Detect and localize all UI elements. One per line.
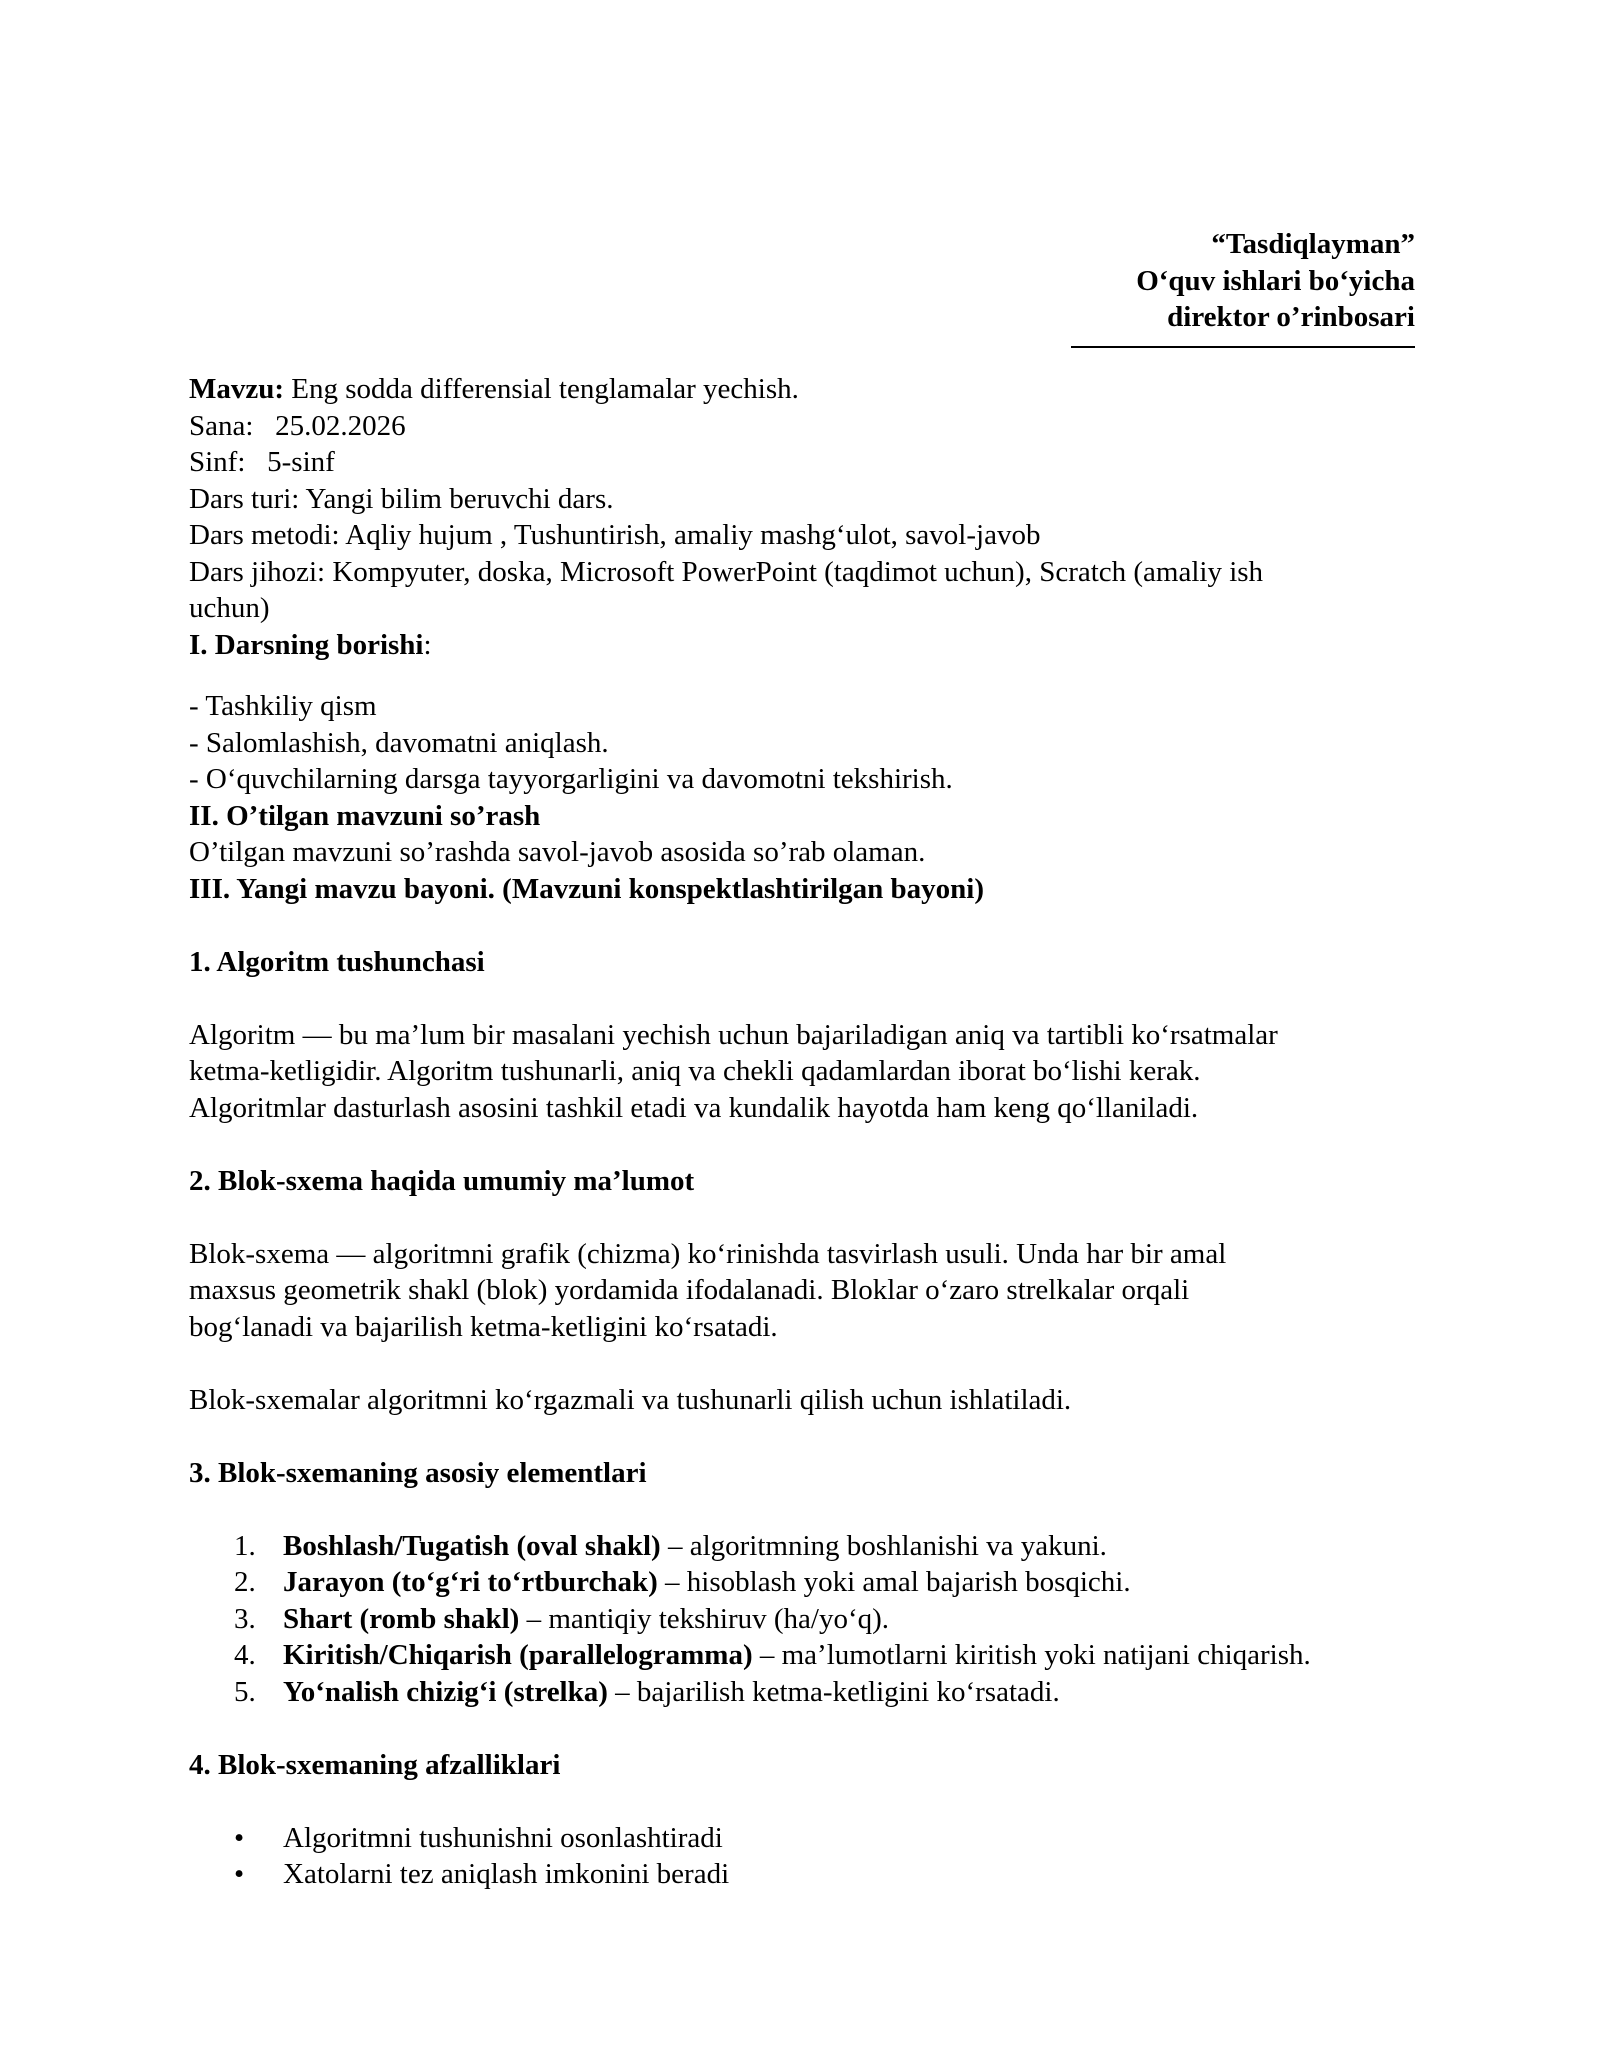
list-number: 2.: [234, 1566, 256, 1598]
lesson-method-line: Dars metodi: Aqliy hujum , Tushuntirish, amaliy mashg‘ulot, savol-javob: [189, 519, 1041, 551]
part2-extra: Blok-sxemalar algoritmni ko‘rgazmali va tushunarli qilish uchun ishlatiladi.: [189, 1383, 1072, 1416]
element-description: – ma’lumotlarni kiritish yoki natijani chiqarish.: [752, 1639, 1311, 1671]
part1-paragraph-line: Algoritmlar dasturlash asosini tashkil etadi va kundalik hayotda ham keng qo‘llaniladi.: [189, 1091, 1199, 1124]
element-name: Yo‘nalish chizig‘i (strelka): [283, 1675, 608, 1708]
advantages-list: [189, 1820, 1429, 1893]
equipment-line-1: Dars jihozi: Kompyuter, doska, Microsoft PowerPoint (taqdimot uchun), Scratch (amaliy ish: [189, 555, 1264, 588]
list-item: [189, 1528, 1429, 1565]
section1-heading: [189, 627, 1429, 664]
section1-colon: :: [423, 628, 432, 661]
section1-item: - Tashkiliy qism: [189, 690, 377, 722]
element-description: – mantiqiy tekshiruv (ha/yo‘q).: [519, 1602, 890, 1635]
lesson-type-line: Dars turi: Yangi bilim beruvchi dars.: [189, 482, 614, 515]
list-item: [189, 1601, 1429, 1638]
lesson-plan-body: [189, 371, 1429, 1893]
list-number: 1.: [234, 1529, 256, 1562]
approval-title: “Tasdiqlayman”: [1211, 228, 1415, 260]
list-item: [189, 1820, 1429, 1857]
section3-title: III. Yangi mavzu bayoni. (Mavzuni konspektlashtirilgan bayoni): [189, 872, 984, 905]
part1-paragraph-line: ketma-ketligidir. Algoritm tushunarli, aniq va chekli qadamlardan iborat bo‘lishi kerak.: [189, 1055, 1201, 1087]
advantage-text: Xatolarni tez aniqlash imkonini beradi: [283, 1858, 730, 1890]
element-name: Boshlash/Tugatish (oval shakl): [283, 1529, 661, 1562]
list-item: [189, 1674, 1429, 1711]
section1-item: - O‘quvchilarning darsga tayyorgarligini va davomotni tekshirish.: [189, 763, 953, 795]
element-name: Kiritish/Chiqarish (parallelogramma): [283, 1639, 753, 1671]
advantage-text: Algoritmni tushunishni osonlashtiradi: [283, 1821, 723, 1854]
part2-paragraph-line: Blok-sxema — algoritmni grafik (chizma) ko‘rinishda tasvirlash usuli. Unda har bir amal: [189, 1237, 1227, 1270]
list-item: [189, 1856, 1429, 1893]
topic-label: Mavzu:: [189, 373, 285, 405]
list-item: [189, 1637, 1429, 1674]
element-description: – hisoblash yoki amal bajarish bosqichi.: [657, 1566, 1131, 1598]
part1-paragraph-line: Algoritm — bu ma’lum bir masalani yechish uchun bajariladigan aniq va tartibli ko‘rsatmalar: [189, 1018, 1278, 1051]
part4-title: 4. Blok-sxemaning afzalliklari: [189, 1748, 561, 1781]
class-line: Sinf: 5-sinf: [189, 446, 335, 478]
approval-role: direktor o’rinbosari: [1167, 301, 1415, 333]
list-number: 5.: [234, 1675, 256, 1708]
bullet-icon: •: [234, 1858, 245, 1890]
topic-line: [189, 371, 1429, 408]
element-description: – algoritmning boshlanishi va yakuni.: [660, 1529, 1107, 1562]
list-number: 3.: [234, 1602, 256, 1635]
element-name: Jarayon (to‘g‘ri to‘rtburchak): [283, 1566, 658, 1598]
element-description: – bajarilish ketma-ketligini ko‘rsatadi.: [607, 1675, 1060, 1708]
topic-value: Eng sodda differensial tenglamalar yechish.: [284, 373, 799, 405]
part1-title: 1. Algoritm tushunchasi: [189, 945, 485, 978]
part2-title: 2. Blok-sxema haqida umumiy ma’lumot: [189, 1164, 695, 1197]
date-line: Sana: 25.02.2026: [189, 409, 406, 442]
section1-title: I. Darsning borishi: [189, 628, 424, 661]
section1-item: - Salomlashish, davomatni aniqlash.: [189, 726, 609, 759]
element-name: Shart (romb shakl): [283, 1602, 520, 1635]
bullet-icon: •: [234, 1821, 245, 1854]
part3-title: 3. Blok-sxemaning asosiy elementlari: [189, 1456, 647, 1489]
equipment-line-2: uchun): [189, 592, 270, 624]
section2-text: O’tilgan mavzuni so’rashda savol-javob asosida so’rab olaman.: [189, 836, 926, 868]
approval-block: [870, 226, 1415, 348]
signature-line: [1071, 346, 1415, 348]
part2-paragraph-line: bog‘lanadi va bajarilish ketma-ketligini ko‘rsatadi.: [189, 1310, 778, 1343]
list-number: 4.: [234, 1639, 256, 1671]
part2-paragraph-line: maxsus geometrik shakl (blok) yordamida ifodalanadi. Bloklar o‘zaro strelkalar orqali: [189, 1274, 1190, 1306]
elements-list: [189, 1528, 1429, 1711]
list-item: [189, 1564, 1429, 1601]
approval-position: O‘quv ishlari bo‘yicha: [1136, 264, 1415, 297]
section2-title: II. O’tilgan mavzuni so’rash: [189, 799, 541, 832]
